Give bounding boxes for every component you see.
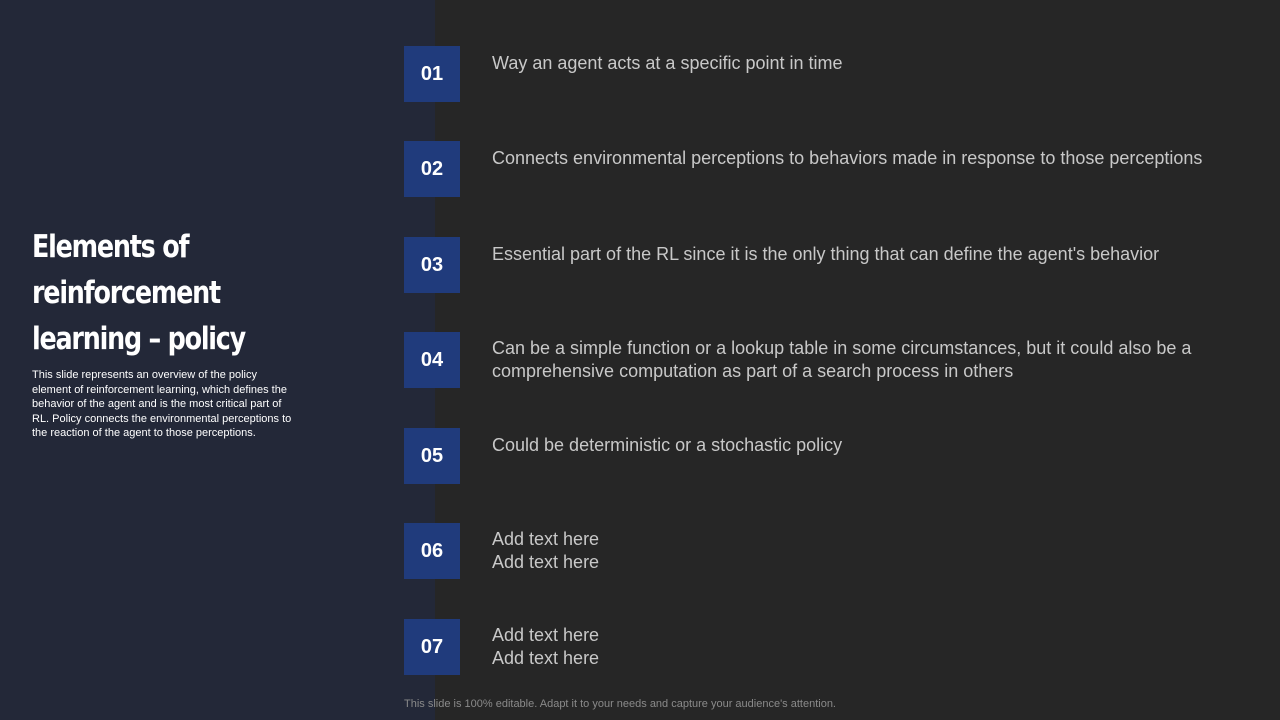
item-text-line: Could be deterministic or a stochastic policy — [492, 435, 843, 455]
item-text-line: Connects environmental perceptions to behaviors made in response to those perceptions — [492, 148, 1203, 168]
list-item-07 — [404, 619, 1254, 675]
list-item-05 — [404, 428, 1254, 484]
item-text-line: Add text here — [492, 625, 600, 645]
number-badge: 07 — [404, 619, 460, 675]
list-item-04 — [404, 332, 1254, 388]
item-text-line: Can be a simple function or a lookup table in some circumstances, but it could also be a — [492, 338, 1192, 358]
item-text-line: Essential part of the RL since it is the only thing that can define the agent's behavior — [492, 244, 1160, 264]
item-text — [492, 141, 1252, 197]
number-badge: 06 — [404, 523, 460, 579]
item-text-line: Add text here — [492, 529, 600, 549]
list-item-01 — [404, 46, 1254, 102]
item-text — [492, 237, 1252, 293]
item-text-line: Add text here — [492, 552, 600, 572]
slide-title: Elements of reinforcement learning – policy — [32, 229, 245, 357]
item-text-line: comprehensive computation as part of a search process in others — [492, 361, 1014, 381]
number-badge: 02 — [404, 141, 460, 197]
number-badge: 01 — [404, 46, 460, 102]
number-badge: 03 — [404, 237, 460, 293]
item-text-line: Add text here — [492, 648, 600, 668]
item-text — [492, 332, 1252, 388]
number-badge: 05 — [404, 428, 460, 484]
item-text — [492, 619, 1252, 675]
list-item-02 — [404, 141, 1254, 197]
slide-description: This slide represents an overview of the policy element of reinforcement learning, which defines the behavior of the agent and is the most critical part of RL. Policy connects the environmental perceptions to the reaction of the agent to those perceptions. — [32, 369, 292, 439]
footer-note: This slide is 100% editable. Adapt it to your needs and capture your audience's attention. — [404, 698, 836, 710]
item-text — [492, 428, 1252, 484]
list-item-06 — [404, 523, 1254, 579]
number-badge: 04 — [404, 332, 460, 388]
item-text — [492, 523, 1252, 579]
item-text — [492, 46, 1252, 102]
list-item-03 — [404, 237, 1254, 293]
item-text-line: Way an agent acts at a specific point in time — [492, 53, 843, 73]
